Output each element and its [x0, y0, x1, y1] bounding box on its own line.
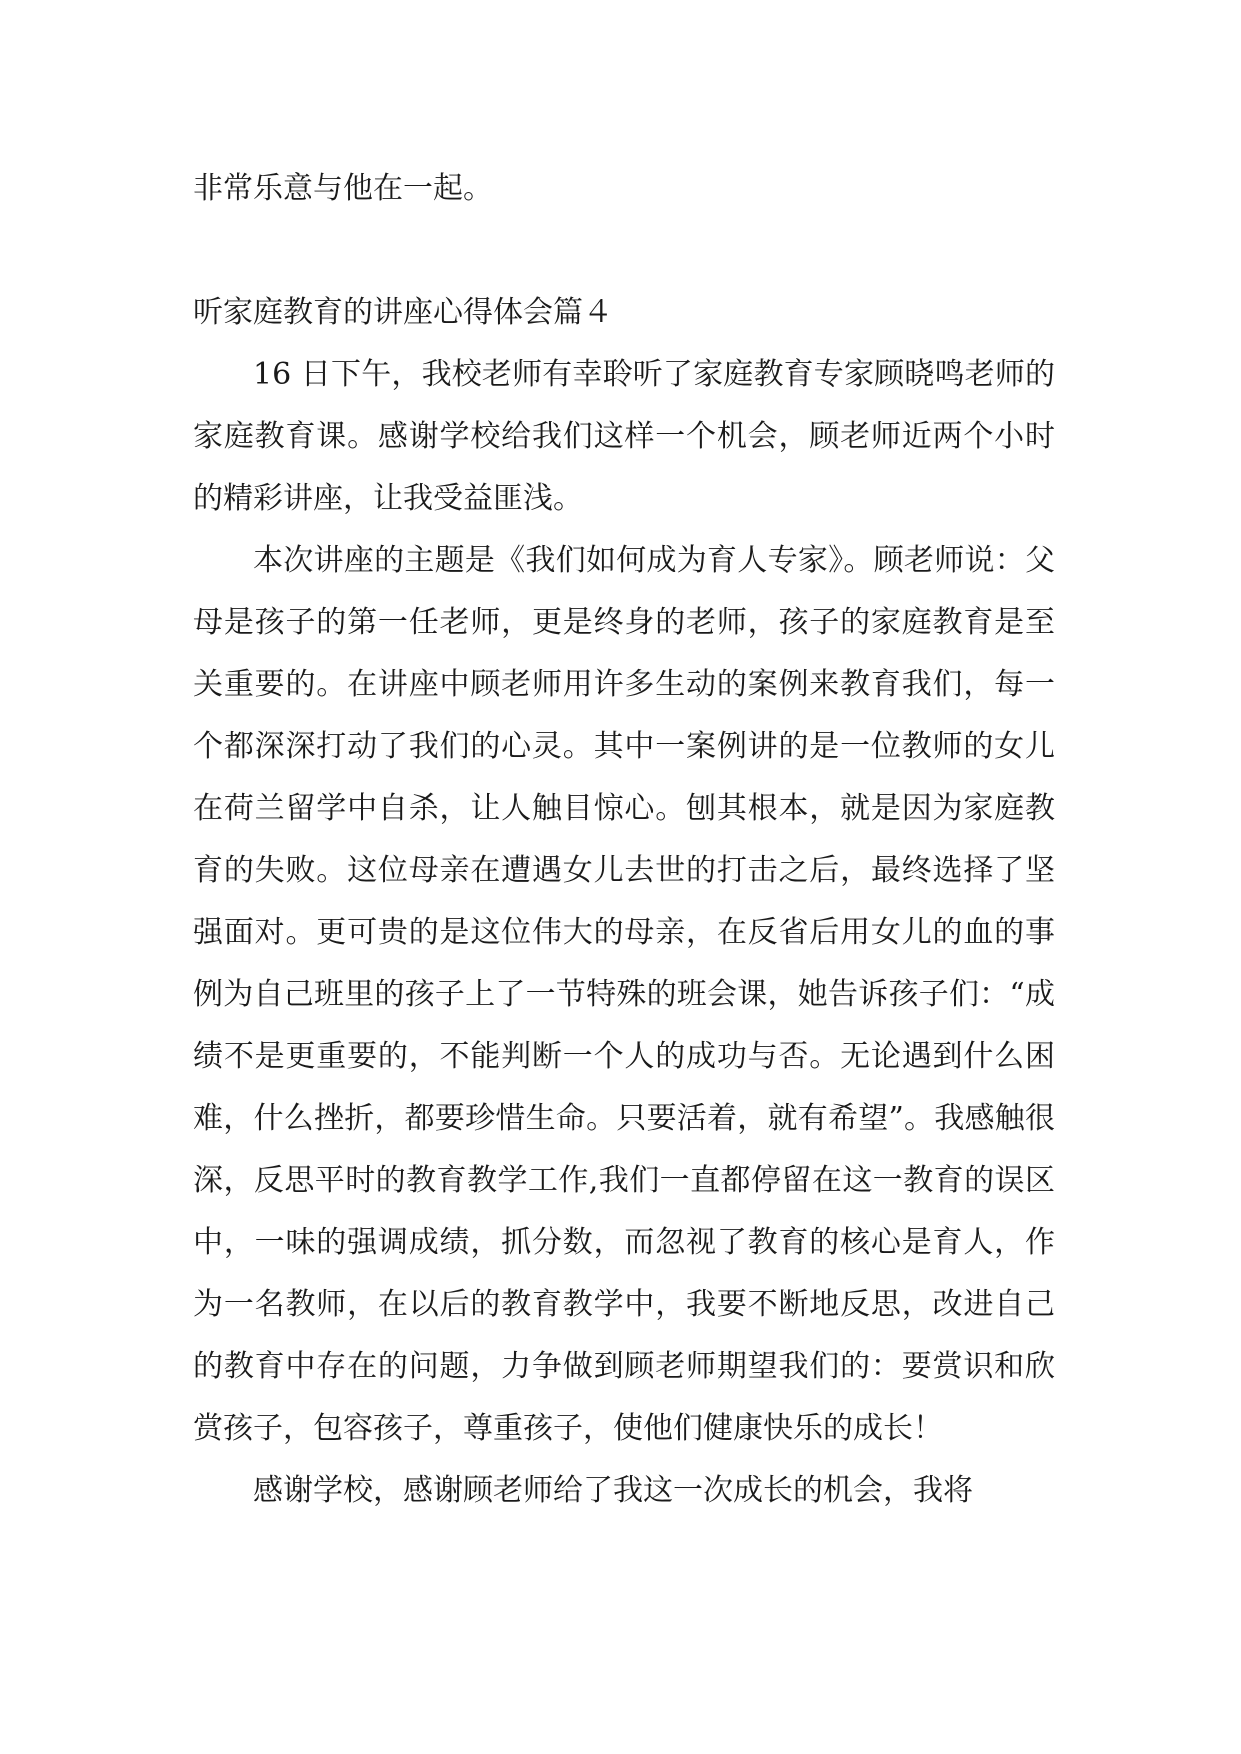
paragraph-2: 本次讲座的主题是《我们如何成为育人专家》。顾老师说：父母是孩子的第一任老师，更是终身的老师，孩子的家庭教育是至关重要的。在讲座中顾老师用许多生动的案例来教育我们，每一个都深深打动了我们的心灵。其中一案例讲的是一位教师的女儿在荷兰留学中自杀，让人触目惊心。刨其根本，就是因为家庭教育的失败。这位母亲在遭遇女儿去世的打击之后，最终选择了坚强面对。更可贵的是这位伟大的母亲，在反省后用女儿的血的事例为自己班里的孩子上了一节特殊的班会课，她告诉孩子们：“成绩不是更重要的，不能判断一个人的成功与否。无论遇到什么困难，什么挫折，都要珍惜生命。只要活着，就有希望”。我感触很深，反思平时的教育教学工作,我们一直都停留在这一教育的误区中，一味的强调成绩，抓分数，而忽视了教育的核心是育人，作为一名教师，在以后的教育教学中，我要不断地反思，改进自己的教育中存在的问题，力争做到顾老师期望我们的：要赏识和欣赏孩子，包容孩子，尊重孩子，使他们健康快乐的成长！	[193, 543, 1055, 1446]
continuation-text: 非常乐意与他在一起。	[193, 171, 493, 206]
section-heading: 听家庭教育的讲座心得体会篇４	[193, 295, 613, 330]
paragraph-3: 感谢学校，感谢顾老师给了我这一次成长的机会，我将	[253, 1473, 973, 1508]
document-body	[193, 158, 1055, 1522]
paragraph-1: 16 日下午，我校老师有幸聆听了家庭教育专家顾晓鸣老师的家庭教育课。感谢学校给我们这样一个机会，顾老师近两个小时的精彩讲座，让我受益匪浅。	[193, 357, 1055, 516]
section-spacer	[193, 220, 1055, 282]
